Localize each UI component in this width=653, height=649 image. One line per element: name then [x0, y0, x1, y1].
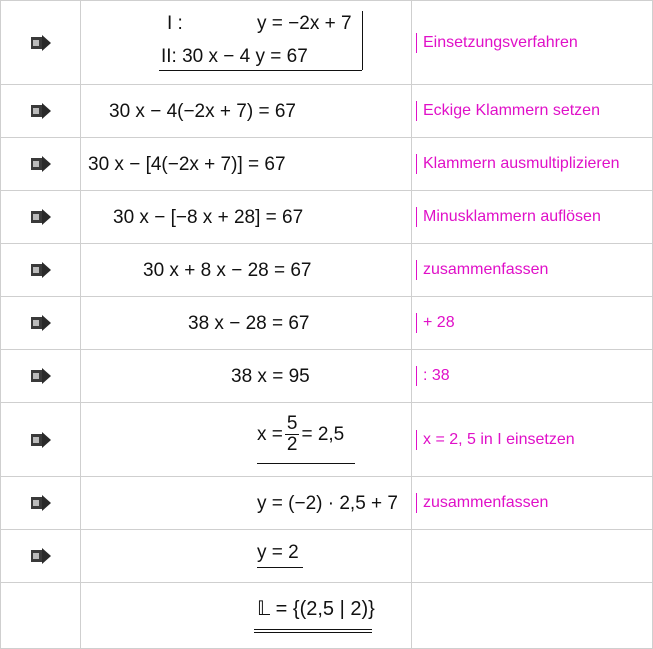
pencil-arrow-icon: [30, 545, 52, 567]
pencil-arrow-icon: [30, 32, 52, 54]
note-cell: [412, 403, 653, 477]
icon-cell: [1, 583, 81, 649]
math-cell: [81, 1, 412, 85]
step-note: Eckige Klammern setzen: [416, 101, 600, 121]
table-row: [1, 403, 653, 477]
solution-double-underline-1: [254, 629, 372, 630]
icon-cell: [1, 530, 81, 583]
result-underline: [257, 463, 355, 464]
pencil-arrow-icon: [30, 259, 52, 281]
equation-right: = 2,5: [301, 423, 345, 445]
table-row: [1, 244, 653, 297]
result-underline: [257, 567, 303, 568]
icon-cell: [1, 297, 81, 350]
table-row: [1, 1, 653, 85]
equation-2: II: 30 x − 4 y = 67: [161, 46, 308, 67]
step-note: : 38: [416, 366, 450, 386]
pencil-arrow-icon: [30, 206, 52, 228]
icon-cell: [1, 350, 81, 403]
table-row: [1, 477, 653, 530]
note-cell: [412, 583, 653, 649]
math-cell: [81, 191, 412, 244]
note-cell: [412, 297, 653, 350]
icon-cell: [1, 85, 81, 138]
math-cell: [81, 403, 412, 477]
table-row: [1, 297, 653, 350]
pencil-arrow-icon: [30, 429, 52, 451]
table-row: [1, 530, 653, 583]
pencil-arrow-icon: [30, 153, 52, 175]
math-cell: [81, 85, 412, 138]
icon-cell: [1, 477, 81, 530]
equation: 30 x + 8 x − 28 = 67: [143, 260, 312, 281]
step-note: Klammern ausmultiplizieren: [416, 154, 620, 174]
equation: 38 x = 95: [231, 366, 310, 387]
system-bracket: [362, 11, 363, 70]
step-note: zusammenfassen: [416, 493, 548, 513]
math-cell: [81, 350, 412, 403]
equation: 30 x − [4(−2x + 7)] = 67: [88, 154, 286, 175]
math-cell: [81, 530, 412, 583]
fraction-equation: [257, 414, 344, 455]
note-cell: [412, 1, 653, 85]
note-cell: [412, 477, 653, 530]
equation: y = (−2) · 2,5 + 7: [257, 493, 398, 514]
equation: y = 2: [257, 542, 299, 563]
equation: 38 x − 28 = 67: [188, 313, 310, 334]
step-note: Minusklammern auflösen: [416, 207, 601, 227]
solution-double-underline-2: [254, 632, 372, 633]
note-cell: [412, 138, 653, 191]
math-cell: [81, 477, 412, 530]
step-note: + 28: [416, 313, 455, 333]
table-row: [1, 191, 653, 244]
table-row: [1, 350, 653, 403]
note-cell: [412, 530, 653, 583]
note-cell: [412, 244, 653, 297]
math-cell: [81, 297, 412, 350]
icon-cell: [1, 191, 81, 244]
icon-cell: [1, 244, 81, 297]
math-cell: [81, 244, 412, 297]
step-note: x = 2, 5 in I einsetzen: [416, 430, 575, 450]
note-cell: [412, 85, 653, 138]
step-note: Einsetzungsverfahren: [416, 33, 578, 53]
math-cell: [81, 583, 412, 649]
pencil-arrow-icon: [30, 492, 52, 514]
equation-1: y = −2x + 7: [257, 13, 352, 34]
icon-cell: [1, 403, 81, 477]
equation-left: x =: [257, 423, 283, 445]
table-row: [1, 138, 653, 191]
equation: 30 x − [−8 x + 28] = 67: [113, 207, 304, 228]
fraction-denominator: 2: [286, 434, 298, 455]
equation: 30 x − 4(−2x + 7) = 67: [109, 101, 296, 122]
solution-set: 𝕃 = {(2,5 | 2)}: [257, 598, 375, 620]
pencil-arrow-icon: [30, 100, 52, 122]
pencil-arrow-icon: [30, 312, 52, 334]
icon-cell: [1, 1, 81, 85]
step-note: zusammenfassen: [416, 260, 548, 280]
pencil-arrow-icon: [30, 365, 52, 387]
note-cell: [412, 191, 653, 244]
note-cell: [412, 350, 653, 403]
system-underline: [159, 70, 362, 71]
table-row: [1, 583, 653, 649]
table-row: [1, 85, 653, 138]
fraction: [285, 414, 300, 455]
icon-cell: [1, 138, 81, 191]
math-cell: [81, 138, 412, 191]
fraction-numerator: 5: [286, 413, 298, 434]
equation-label-1: I :: [167, 13, 183, 34]
